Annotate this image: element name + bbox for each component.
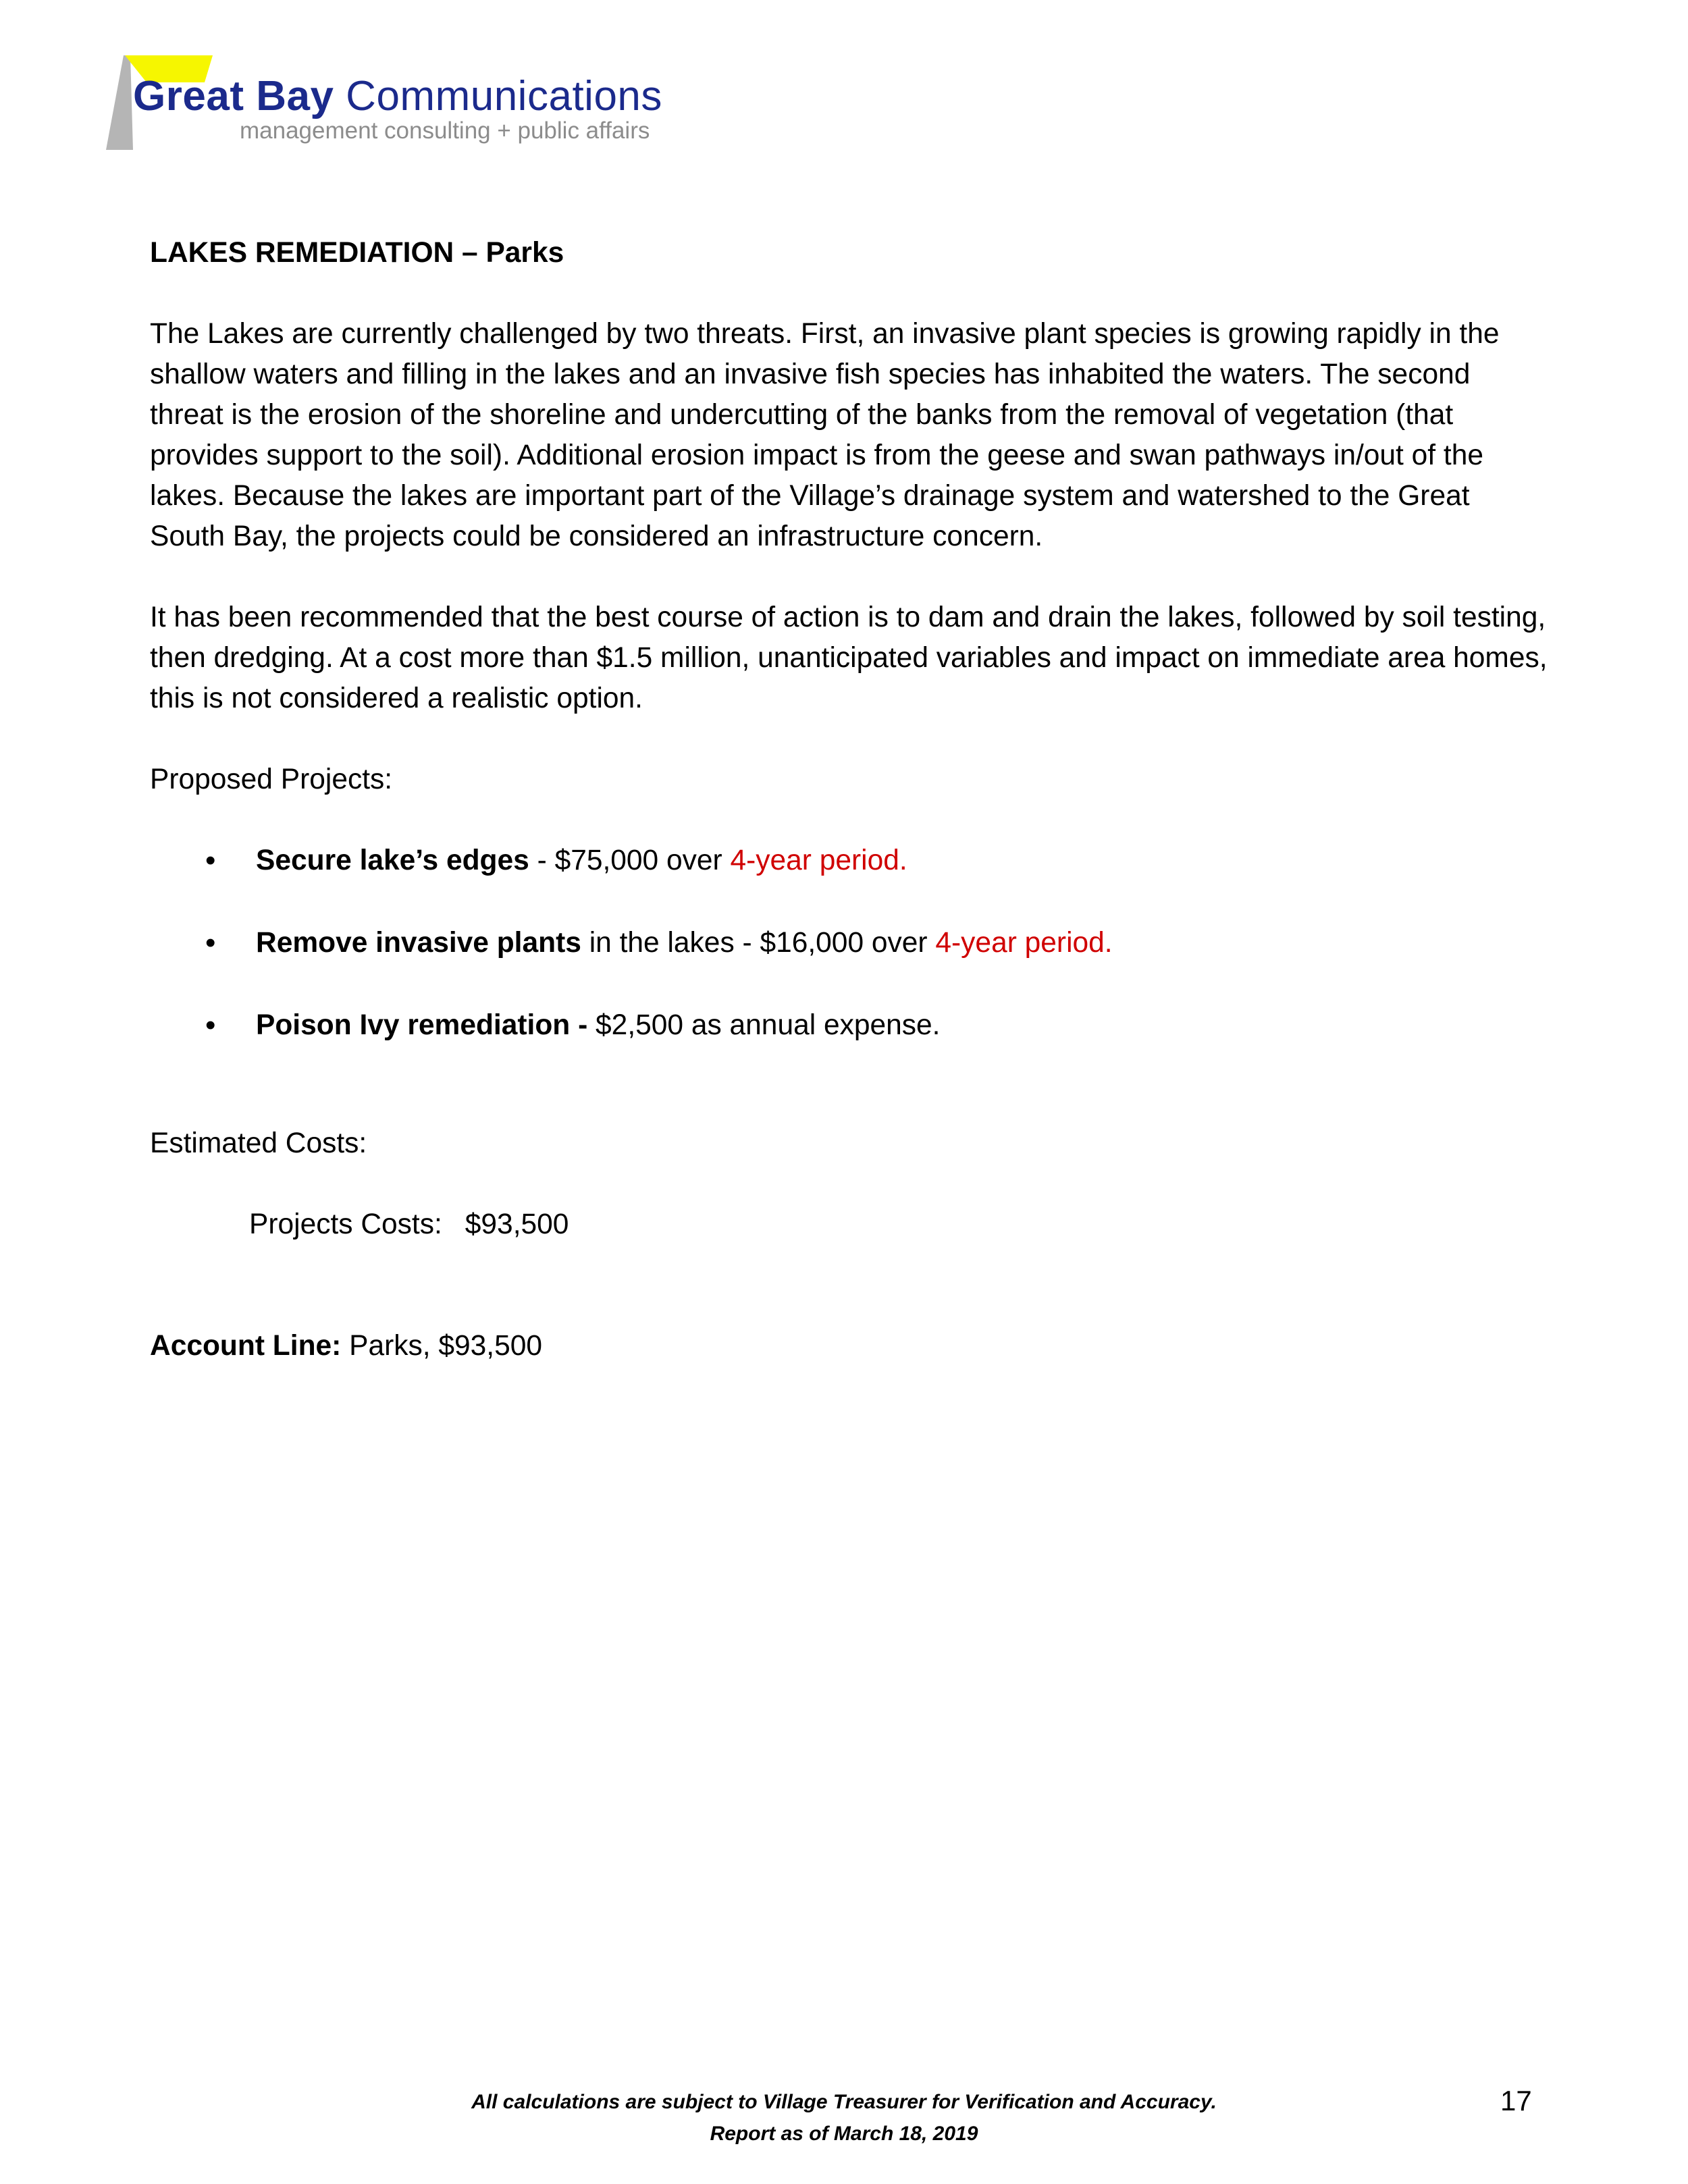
- logo-name-bold: Great Bay: [133, 73, 334, 119]
- paragraph-recommendation: It has been recommended that the best course of action is to dam and drain the lakes, followed by soil testing, then dredging. At a cost more than $1.5 million, unanticipated variables and impact on immediate area homes, this is not considered a realistic option.: [150, 602, 1548, 714]
- account-line-label: Account Line:: [150, 1330, 342, 1362]
- proposed-projects-label: Proposed Projects:: [150, 764, 393, 795]
- bullet-icon: •: [205, 1009, 216, 1042]
- account-line-value: Parks, $93,500: [341, 1330, 543, 1362]
- company-logo: [105, 55, 679, 150]
- project-list: [150, 841, 1548, 1046]
- project-detail: $2,500 as annual expense.: [587, 1009, 941, 1041]
- page-footer: [0, 2086, 1688, 2150]
- bullet-icon: •: [205, 844, 216, 877]
- project-title: Poison Ivy remediation -: [256, 1009, 588, 1041]
- project-detail: in the lakes - $16,000 over: [581, 927, 936, 959]
- section-heading: LAKES REMEDIATION – Parks: [150, 237, 564, 269]
- footer-report-date: Report as of March 18, 2019: [710, 2123, 978, 2145]
- logo-tagline: management consulting + public affairs: [240, 117, 650, 144]
- estimated-costs-label: Estimated Costs:: [150, 1127, 367, 1159]
- project-title: Remove invasive plants: [256, 927, 581, 959]
- list-item: [150, 1005, 1548, 1046]
- paragraph-threats: The Lakes are currently challenged by two threats. First, an invasive plant species is growing rapidly in the shallow waters and filling in the lakes and an invasive fish species has inhabited the waters. The second threat is the erosion of the shoreline and undercutting of the banks from the removal of vegetation (that provides support to the soil). Additional erosion impact is from the geese and swan pathways in/out of the lakes. Because the lakes are important part of the Village’s drainage system and watershed to the Great South Bay, the projects could be considered an infrastructure concern.: [150, 318, 1500, 552]
- page-number: 17: [1500, 2085, 1532, 2116]
- project-period: 4-year period.: [730, 845, 907, 876]
- project-detail: - $75,000 over: [529, 845, 731, 876]
- project-costs-label: Projects Costs:: [249, 1208, 442, 1240]
- project-costs-value: $93,500: [465, 1208, 569, 1240]
- account-line: [150, 1326, 1548, 1366]
- project-period: 4-year period.: [935, 927, 1113, 959]
- footer-disclaimer: All calculations are subject to Village Treasurer for Verification and Accuracy.: [471, 2091, 1217, 2113]
- logo-name: [133, 73, 662, 119]
- list-item: [150, 841, 1548, 881]
- logo-name-regular: Communications: [346, 73, 662, 119]
- document-body: [150, 233, 1548, 1366]
- list-item: [150, 923, 1548, 963]
- project-costs-row: [249, 1204, 1548, 1245]
- project-title: Secure lake’s edges: [256, 845, 529, 876]
- bullet-icon: •: [205, 926, 216, 959]
